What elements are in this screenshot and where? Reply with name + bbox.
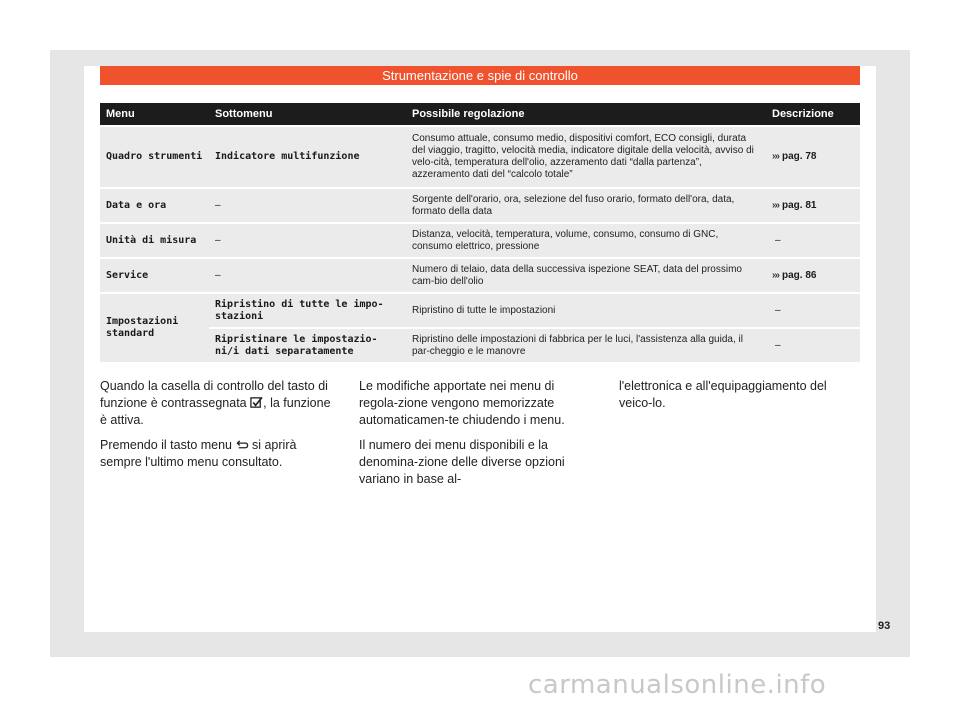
reference-cell [766,259,860,292]
submenu-cell: Indicatore multifunzione [209,127,406,187]
menu-cell: Impostazioni standard [100,294,209,362]
submenu-cell: – [209,224,406,257]
table-row [100,294,860,327]
reference-arrow: ››› [772,269,779,281]
paragraph: l'elettronica e all'equipaggiamento del veico-lo. [619,379,827,410]
paragraph-text: , la funzione è attiva. [100,396,331,427]
setting-cell: Consumo attuale, consumo medio, dispositivi comfort, ECO consigli, durata del viaggio, tragitto, velocità media, indicatore digitale della velocità, avviso di velo-cità, temperatura dell'olio, azzeramento dati “dalla partenza”, azzeramento dati del “calcolo totale” [406,127,766,187]
column-header-description: Descrizione [766,103,860,125]
setting-cell: Ripristino di tutte le impostazioni [406,294,766,327]
paragraph: Il numero dei menu disponibili e la denomina-zione delle diverse opzioni variano in base al- [359,438,565,486]
menu-cell: Data e ora [100,189,209,222]
table-row [100,127,860,187]
reference-text: – [775,304,781,316]
paragraph-text: Quando la casella di controllo del tasto di funzione è contrassegnata [100,379,328,410]
reference-arrow: ››› [772,151,779,162]
watermark: carmanualsonline.info [528,670,827,700]
checkbox-checked-icon [250,396,263,409]
submenu-cell: Ripristinare le impostazio-ni/i dati separatamente [209,329,406,362]
page-reference-link[interactable]: pag. 86 [782,269,817,281]
submenu-cell: Ripristino di tutte le impo-stazioni [209,294,406,327]
menu-cell: Service [100,259,209,292]
setting-cell: Numero di telaio, data della successiva ispezione SEAT, data del prossimo cam-bio dell'olio [406,259,766,292]
paragraph-text: Premendo il tasto menu [100,438,233,452]
page-reference-link[interactable]: pag. 78 [782,151,817,162]
table-row [100,259,860,292]
setting-cell: Ripristino delle impostazioni di fabbrica per le luci, l'assistenza alla guida, il par-cheggio e le manovre [406,329,766,362]
setting-cell: Distanza, velocità, temperatura, volume, consumo, consumo di GNC, consumo elettrico, pressione [406,224,766,257]
paragraph: Le modifiche apportate nei menu di regola-zione vengono memorizzate automaticamen-te chiudendo i menu. [359,379,565,427]
page-number: 93 [878,620,891,632]
reference-arrow: ››› [772,199,779,211]
menu-cell: Unità di misura [100,224,209,257]
column-header-submenu: Sottomenu [209,103,406,125]
setting-cell: Sorgente dell'orario, ora, selezione del fuso orario, formato dell'ora, data, formato della data [406,189,766,222]
paragraph [100,437,335,471]
reference-cell [766,189,860,222]
table-row [100,329,860,362]
reference-cell [766,329,860,362]
table-header-row [100,103,860,125]
text-column-2 [359,378,594,496]
paragraph-text: si aprirà sempre l'ultimo menu consultato. [100,438,297,469]
page-reference-link[interactable]: pag. 81 [782,199,817,211]
column-header-setting: Possibile regolazione [406,103,766,125]
reference-cell [766,127,860,187]
settings-table [100,101,860,364]
table-row [100,189,860,222]
text-column-1 [100,378,335,479]
reference-text: – [775,339,781,351]
paragraph [100,378,335,429]
reference-cell [766,294,860,327]
column-header-menu: Menu [100,103,209,125]
reference-text: – [775,234,781,246]
reference-cell [766,224,860,257]
text-column-3 [619,378,854,420]
submenu-cell: – [209,189,406,222]
section-header: Strumentazione e spie di controllo [100,66,860,85]
submenu-cell: – [209,259,406,292]
back-arrow-icon [236,438,249,451]
menu-cell: Quadro strumenti [100,127,209,187]
table-row [100,224,860,257]
